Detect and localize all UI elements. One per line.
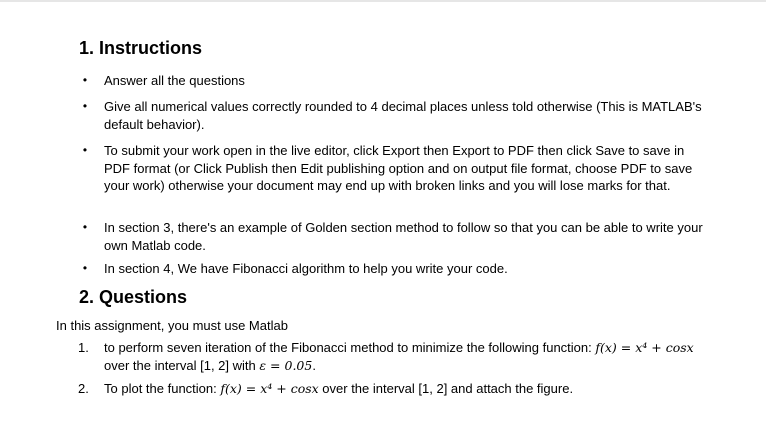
question-number: 2. xyxy=(78,381,89,396)
question-text: . xyxy=(312,357,316,373)
question-formula: f(x) = x⁴ + cosx xyxy=(220,381,319,396)
page-top-border xyxy=(0,0,766,2)
list-item xyxy=(82,219,704,254)
bullet-icon: • xyxy=(82,143,88,157)
list-item-text: In section 4, We have Fibonacci algorithm to help you write your code. xyxy=(104,261,508,276)
bullet-icon: • xyxy=(82,220,88,234)
section-heading-instructions: 1. Instructions xyxy=(79,38,203,58)
question-formula: f(x) = x⁴ + cosx xyxy=(595,340,694,355)
list-item xyxy=(82,260,704,278)
question-text: to perform seven iteration of the Fibonacci method to minimize the following function: xyxy=(104,340,596,355)
bullet-icon: • xyxy=(82,73,88,87)
list-item-text: In section 3, there's an example of Golden section method to follow so that you can be able to write your own Matlab code. xyxy=(104,220,703,253)
list-item xyxy=(82,98,704,133)
list-item-text: To submit your work open in the live editor, click Export then Export to PDF then click Save to save in PDF format (or Click Publish then Edit publishing option and on output file format, choose PDF to save your work) otherwise your document may end up with broken links and you will lose marks for that. xyxy=(104,143,693,193)
question-text: To plot the function: xyxy=(104,381,221,396)
question-item xyxy=(78,380,704,398)
bullet-icon: • xyxy=(82,261,88,275)
question-text: over the interval [1, 2] with xyxy=(104,357,260,373)
list-item-text: Give all numerical values correctly rounded to 4 decimal places unless told otherwise (This is MATLAB's default behavior). xyxy=(104,99,702,132)
list-item xyxy=(82,142,704,195)
bullet-icon: • xyxy=(82,99,88,113)
section-heading-questions: 2. Questions xyxy=(79,287,188,307)
question-text: over the interval [1, 2] and attach the figure. xyxy=(318,381,574,396)
list-item-text: Answer all the questions xyxy=(104,73,245,88)
question-item xyxy=(78,339,704,374)
list-item xyxy=(82,72,704,90)
questions-intro: In this assignment, you must use Matlab xyxy=(56,318,288,333)
question-number: 1. xyxy=(78,340,89,355)
question-epsilon: ε = 0.05 xyxy=(259,357,313,373)
